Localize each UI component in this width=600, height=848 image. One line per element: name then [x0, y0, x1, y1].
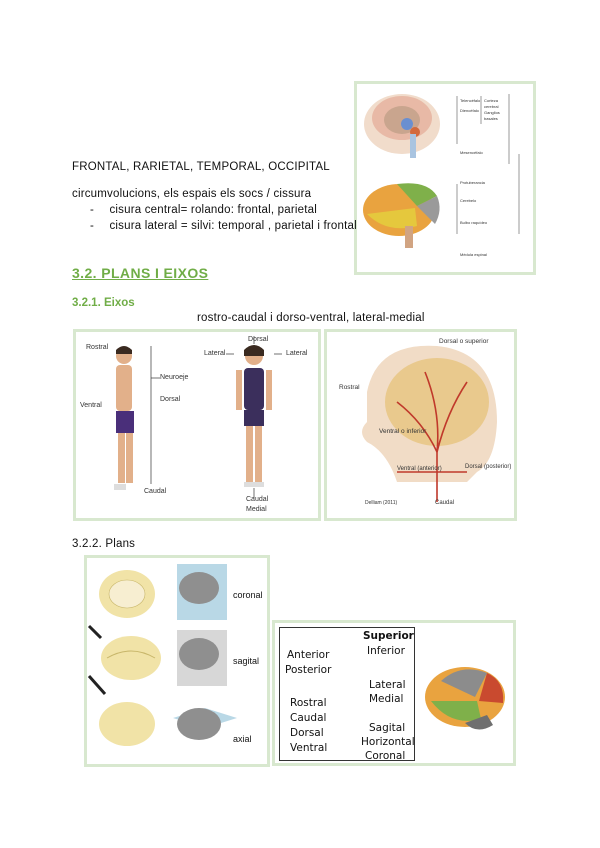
lobes-line: FRONTAL, RARIETAL, TEMPORAL, OCCIPITAL: [72, 161, 330, 173]
label-ventral-anterior: Ventral (anterior): [397, 466, 442, 472]
term-rostral: Rostral: [290, 697, 327, 709]
bullet-item: [90, 220, 357, 232]
label-rostral-head: Rostral: [339, 384, 360, 391]
svg-text:Diencéfalo: Diencéfalo: [460, 108, 479, 113]
svg-text:Cerebelo: Cerebelo: [460, 198, 477, 203]
bullet-marker: -: [90, 204, 95, 216]
body-silhouettes: [76, 332, 318, 518]
svg-text:Telencéfalo: Telencéfalo: [460, 98, 481, 103]
bullet-text: cisura lateral = silvi: temporal , parietal i frontal: [109, 220, 357, 232]
subsection-plans: 3.2.2. Plans: [72, 538, 136, 550]
axis-terms-figure: [272, 620, 516, 766]
label-dorsal-side: Dorsal: [160, 396, 181, 403]
axes-caption: rostro-caudal i dorso-ventral, lateral-medial: [197, 312, 425, 324]
label-caudal-bottom: Caudal: [246, 496, 269, 503]
svg-text:Médula espinal: Médula espinal: [460, 252, 487, 257]
label-lateral-left: Lateral: [204, 350, 226, 357]
brain-lobes-figure: [354, 81, 536, 275]
label-ventral-inferior: Ventral o inferior: [379, 428, 427, 435]
term-sagital: Sagital: [369, 722, 406, 734]
svg-text:Corteza: Corteza: [484, 98, 499, 103]
term-horizontal: Horizontal: [361, 736, 415, 748]
head-profile: [327, 332, 514, 518]
svg-text:cerebral: cerebral: [484, 104, 499, 109]
bullet-item: [90, 204, 317, 216]
term-medial: Medial: [369, 693, 404, 705]
svg-text:basales: basales: [484, 116, 498, 121]
label-coronal: coronal: [233, 590, 263, 600]
term-dorsal: Dorsal: [290, 727, 324, 739]
svg-text:Bulbo raquídeo: Bulbo raquídeo: [460, 220, 488, 225]
label-dorsal-posterior: Dorsal (posterior): [465, 464, 512, 470]
head-axes-figure: [324, 329, 517, 521]
credit-text: Delliam (2011): [365, 500, 398, 506]
subsection-eixos: 3.2.1. Eixos: [72, 297, 135, 309]
label-ventral: Ventral: [80, 402, 102, 409]
term-anterior: Anterior: [287, 649, 330, 661]
term-coronal: Coronal: [365, 750, 406, 762]
label-axial: axial: [233, 734, 252, 744]
lobes-color-brain: [421, 641, 511, 751]
label-neuroeje: Neuroeje: [160, 374, 189, 381]
label-medial-bottom: Medial: [246, 506, 267, 513]
label-lateral-right: Lateral: [286, 350, 308, 357]
section-heading: 3.2. PLANS I EIXOS: [72, 265, 209, 281]
bullet-marker: -: [90, 220, 95, 232]
term-lateral: Lateral: [369, 679, 406, 691]
label-dorsal-superior: Dorsal o superior: [439, 338, 489, 345]
svg-text:Ganglios: Ganglios: [484, 110, 500, 115]
bullet-text: cisura central= rolando: frontal, parietal: [109, 204, 317, 216]
label-rostral: Rostral: [86, 344, 109, 351]
label-caudal-head: Caudal: [435, 500, 455, 506]
brain-lobes-illustration: [357, 84, 533, 272]
term-caudal: Caudal: [290, 712, 327, 724]
svg-text:Protuberancia: Protuberancia: [460, 180, 485, 185]
label-sagital: sagital: [233, 656, 260, 666]
term-ventral: Ventral: [290, 742, 328, 754]
term-inferior: Inferior: [367, 645, 405, 657]
label-dorsal-top: Dorsal: [248, 336, 269, 343]
term-superior: Superior: [363, 630, 414, 642]
label-caudal: Caudal: [144, 488, 167, 495]
svg-text:Mesencéfalo: Mesencéfalo: [460, 150, 483, 155]
term-posterior: Posterior: [285, 664, 332, 676]
circumvolutions-line: circumvolucions, els espais els socs / cissura: [72, 188, 312, 200]
body-axes-figure: [73, 329, 321, 521]
planes-figure: [84, 555, 270, 767]
